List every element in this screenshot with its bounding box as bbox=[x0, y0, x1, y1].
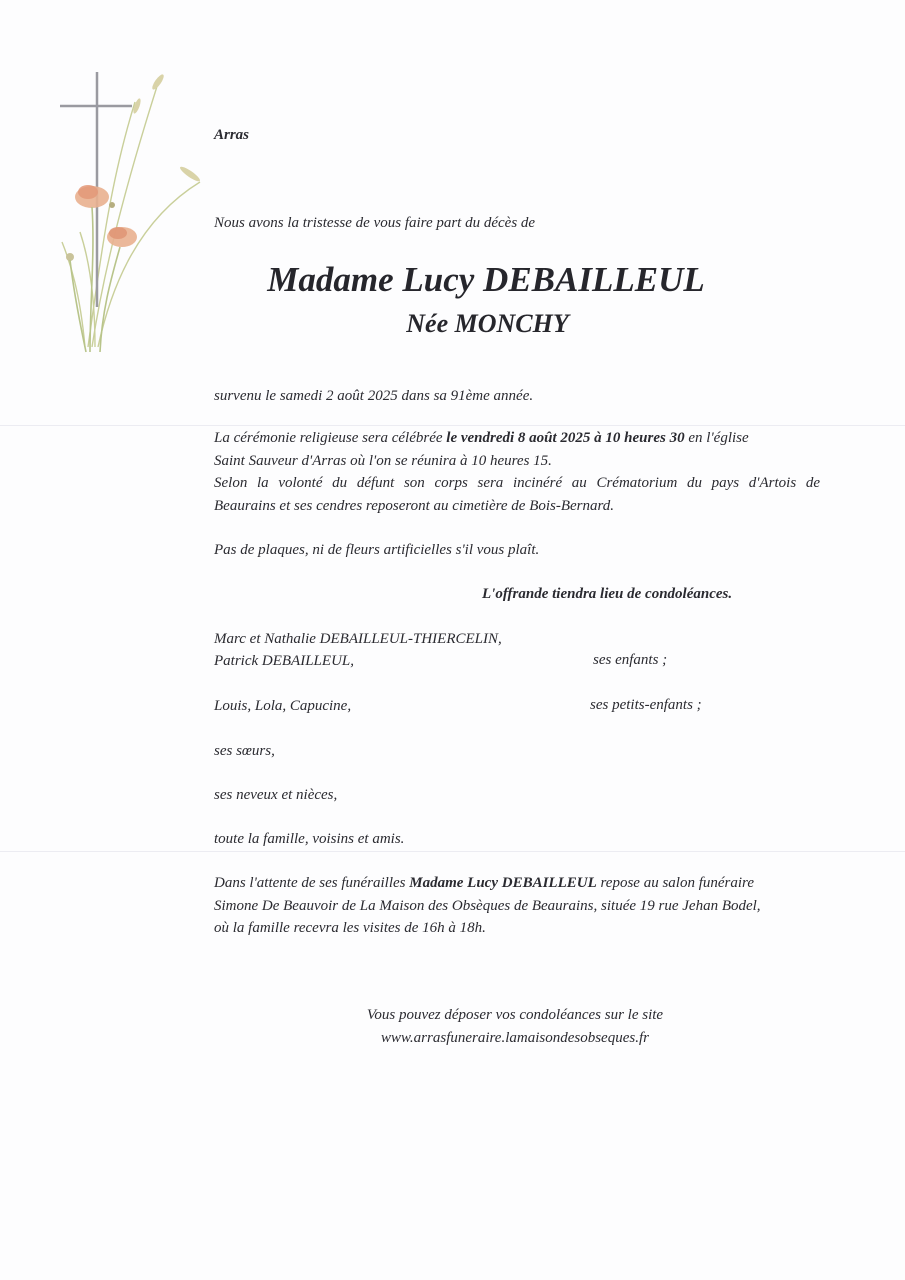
funeral-home-paragraph bbox=[214, 872, 820, 940]
children-role: ses enfants ; bbox=[593, 652, 668, 668]
grandchildren-role: ses petits-enfants ; bbox=[590, 697, 702, 713]
ceremony-line-3: Selon la volonté du défunt son corps sera incinéré au Crématorium du pays d'Artois de bbox=[214, 475, 820, 491]
wheat-ears bbox=[132, 73, 202, 183]
family-others: toute la famille, voisins et amis. bbox=[214, 831, 405, 847]
condolences-url-link[interactable]: www.arrasfuneraire.lamaisondesobseques.fr bbox=[381, 1030, 649, 1046]
maiden-name: Née MONCHY bbox=[406, 309, 569, 338]
ceremony-date: le vendredi 8 août 2025 à 10 heures 30 bbox=[446, 430, 685, 446]
funeral-home-name: Madame Lucy DEBAILLEUL bbox=[409, 875, 597, 891]
condolences-info: Vous pouvez déposer vos condoléances sur le site bbox=[366, 1007, 664, 1023]
funeral-home-text: repose au salon funéraire bbox=[596, 875, 754, 891]
family-nephews: ses neveux et nièces, bbox=[214, 787, 338, 803]
funeral-home-line-1 bbox=[214, 872, 820, 895]
fold-line bbox=[0, 851, 905, 852]
announcement-intro: Nous avons la tristesse de vous faire part du décès de bbox=[214, 215, 536, 231]
ceremony-text: en l'église bbox=[684, 430, 749, 446]
funeral-home-line-3: où la famille recevra les visites de 16h à 18h. bbox=[214, 920, 486, 936]
ceremony-text: La cérémonie religieuse sera célébrée bbox=[214, 430, 447, 446]
ceremony-line-1 bbox=[214, 427, 820, 450]
family-grandchildren: Louis, Lola, Capucine, bbox=[214, 698, 352, 714]
funeral-home-text: Dans l'attente de ses funérailles bbox=[214, 875, 410, 891]
deceased-name: Madame Lucy DEBAILLEUL bbox=[267, 260, 705, 299]
offering-note: L'offrande tiendra lieu de condoléances. bbox=[482, 586, 733, 602]
family-sisters: ses sœurs, bbox=[214, 743, 275, 759]
family-children-1: Marc et Nathalie DEBAILLEUL-THIERCELIN, bbox=[214, 631, 502, 647]
city-label: Arras bbox=[214, 127, 250, 143]
fold-line bbox=[0, 425, 905, 426]
funeral-home-line-2: Simone De Beauvoir de La Maison des Obsèques de Beaurains, située 19 rue Jehan Bodel, bbox=[214, 897, 761, 914]
family-children-2: Patrick DEBAILLEUL, bbox=[214, 653, 354, 669]
no-flowers-note: Pas de plaques, ni de fleurs artificielles s'il vous plaît. bbox=[214, 542, 540, 558]
ceremony-paragraph bbox=[214, 427, 820, 517]
ceremony-line-2: Saint Sauveur d'Arras où l'on se réunira à 10 heures 15. bbox=[214, 452, 552, 469]
death-notice: survenu le samedi 2 août 2025 dans sa 91ème année. bbox=[214, 388, 534, 404]
ceremony-line-4: Beaurains et ses cendres reposeront au cimetière de Bois-Bernard. bbox=[214, 497, 615, 514]
